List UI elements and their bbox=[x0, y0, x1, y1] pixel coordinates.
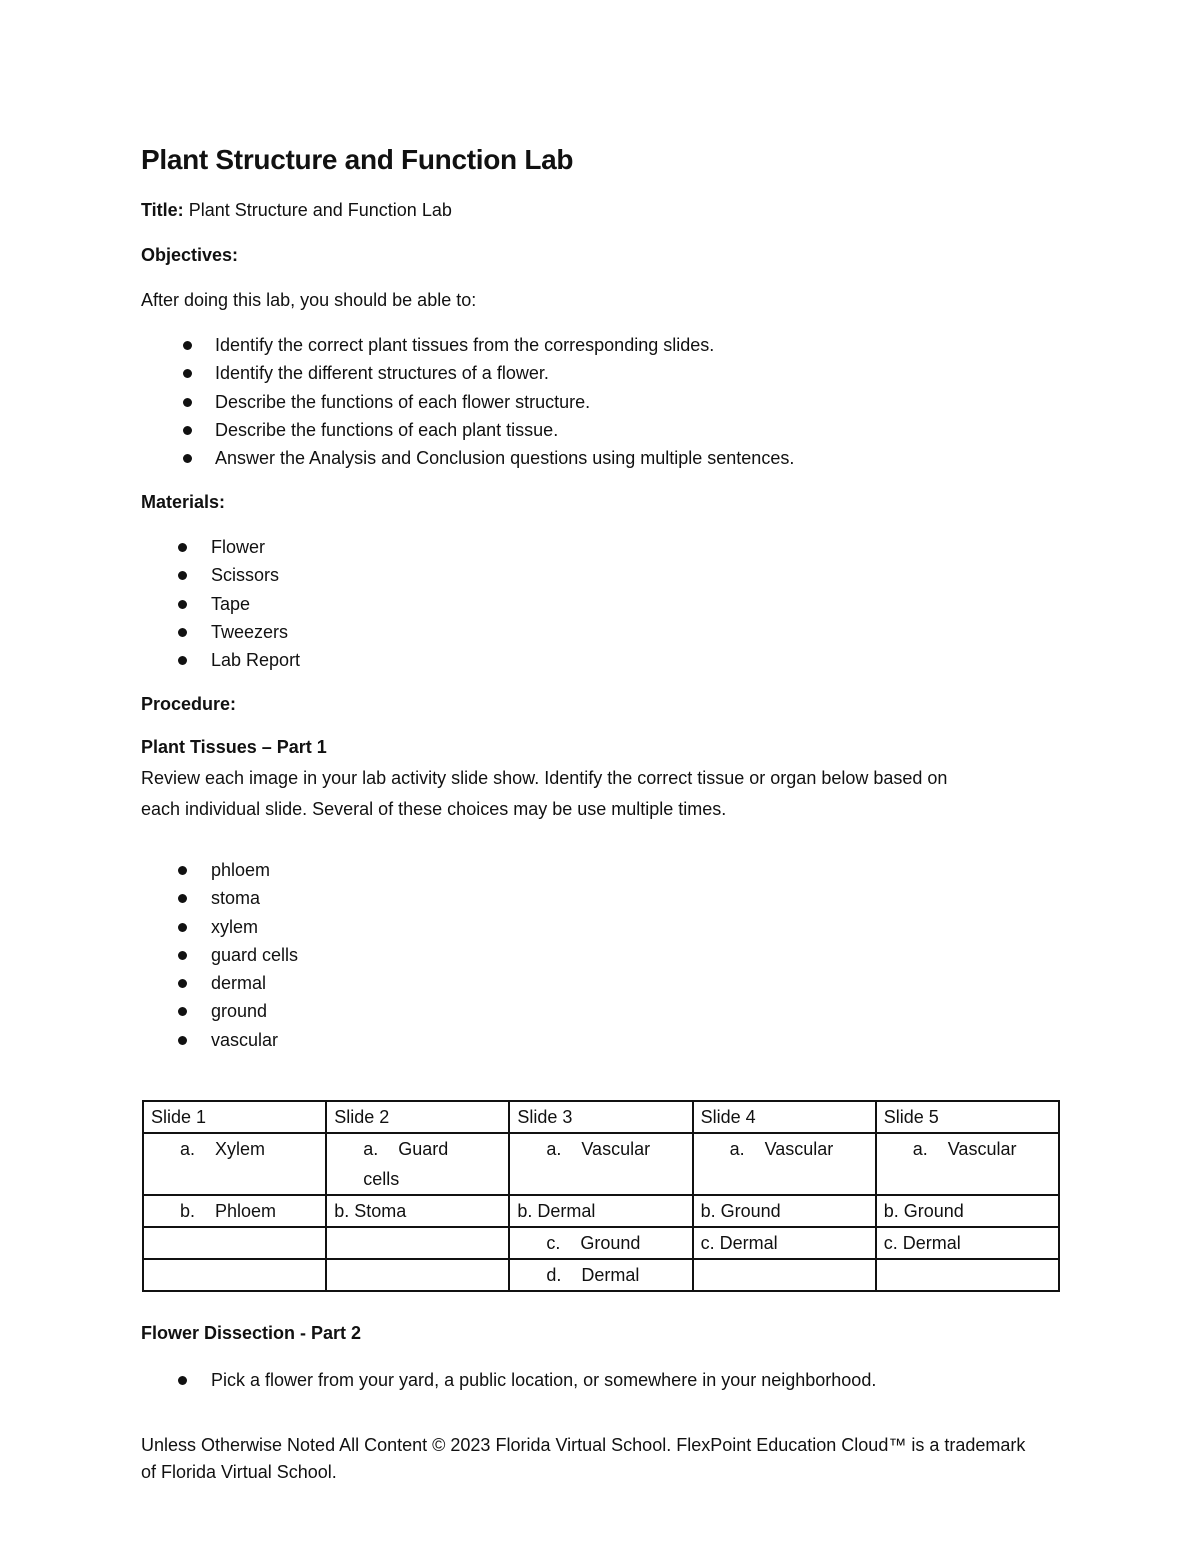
bullet-icon bbox=[178, 1376, 187, 1385]
bullet-icon bbox=[178, 656, 187, 665]
bullet-icon bbox=[178, 1007, 187, 1016]
title-label: Title: bbox=[141, 200, 184, 220]
table-cell: b. Phloem bbox=[143, 1195, 326, 1227]
table-header-cell: Slide 3 bbox=[509, 1101, 692, 1133]
list-item: Answer the Analysis and Conclusion questions using multiple sentences. bbox=[141, 444, 794, 472]
table-cell: a. Vascular bbox=[876, 1133, 1059, 1195]
list-item: Describe the functions of each flower structure. bbox=[141, 388, 794, 416]
table-cell: d. Dermal bbox=[509, 1259, 692, 1291]
table-header-cell: Slide 2 bbox=[326, 1101, 509, 1133]
title-value: Plant Structure and Function Lab bbox=[188, 200, 452, 220]
slides-table bbox=[142, 1100, 1060, 1292]
part1-text-line1: Review each image in your lab activity slide show. Identify the correct tissue or organ below based on bbox=[141, 768, 948, 788]
bullet-icon bbox=[178, 951, 187, 960]
objectives-label: Objectives: bbox=[141, 245, 239, 265]
procedure-label: Procedure: bbox=[141, 694, 237, 714]
bullet-icon bbox=[183, 426, 192, 435]
list-item: Lab Report bbox=[141, 646, 300, 674]
table-cell: a. Vascular bbox=[693, 1133, 876, 1195]
table-cell: b. Ground bbox=[876, 1195, 1059, 1227]
footer-copyright: Unless Otherwise Noted All Content © 2023 Florida Virtual School. FlexPoint Education Cloud™ is a trademark of Florida Virtual School. bbox=[141, 1435, 1026, 1482]
table-cell: a. Guard cells bbox=[326, 1133, 509, 1195]
table-cell: b. Dermal bbox=[509, 1195, 692, 1227]
table-cell: a. Xylem bbox=[143, 1133, 326, 1195]
part2-heading: Flower Dissection - Part 2 bbox=[141, 1323, 362, 1343]
list-item: Identify the correct plant tissues from the corresponding slides. bbox=[141, 331, 794, 359]
table-row bbox=[143, 1195, 1059, 1227]
table-cell: b. Stoma bbox=[326, 1195, 509, 1227]
list-item: Pick a flower from your yard, a public location, or somewhere in your neighborhood. bbox=[141, 1366, 876, 1394]
list-item: xylem bbox=[141, 913, 298, 941]
list-item: Identify the different structures of a flower. bbox=[141, 359, 794, 387]
table-cell bbox=[326, 1259, 509, 1291]
list-item: dermal bbox=[141, 969, 298, 997]
table-header-cell: Slide 5 bbox=[876, 1101, 1059, 1133]
table-header-cell: Slide 4 bbox=[693, 1101, 876, 1133]
table-cell bbox=[143, 1259, 326, 1291]
table-cell: c. Dermal bbox=[693, 1227, 876, 1259]
part2-list bbox=[141, 1366, 876, 1394]
list-item: Describe the functions of each plant tissue. bbox=[141, 416, 794, 444]
part1-text-line2: each individual slide. Several of these choices may be use multiple times. bbox=[141, 799, 727, 819]
table-cell bbox=[693, 1259, 876, 1291]
bullet-icon bbox=[178, 866, 187, 875]
bullet-icon bbox=[178, 600, 187, 609]
list-item: ground bbox=[141, 997, 298, 1025]
list-item: vascular bbox=[141, 1026, 298, 1054]
bullet-icon bbox=[178, 571, 187, 580]
list-item: Flower bbox=[141, 533, 300, 561]
bullet-icon bbox=[178, 923, 187, 932]
list-item: phloem bbox=[141, 856, 298, 884]
table-cell: b. Ground bbox=[693, 1195, 876, 1227]
bullet-icon bbox=[178, 543, 187, 552]
table-cell: c. Ground bbox=[509, 1227, 692, 1259]
table-header-row bbox=[143, 1101, 1059, 1133]
page-title: Plant Structure and Function Lab bbox=[141, 144, 574, 175]
bullet-icon bbox=[178, 894, 187, 903]
bullet-icon bbox=[183, 454, 192, 463]
bullet-icon bbox=[183, 341, 192, 350]
objectives-intro: After doing this lab, you should be able to: bbox=[141, 290, 477, 310]
list-item: stoma bbox=[141, 884, 298, 912]
table-row bbox=[143, 1259, 1059, 1291]
part1-heading: Plant Tissues – Part 1 bbox=[141, 737, 327, 757]
bullet-icon bbox=[178, 1036, 187, 1045]
table-cell bbox=[876, 1259, 1059, 1291]
materials-label: Materials: bbox=[141, 492, 226, 512]
tissue-choices-list bbox=[141, 856, 298, 1054]
bullet-icon bbox=[178, 979, 187, 988]
list-item: Scissors bbox=[141, 561, 300, 589]
list-item: Tweezers bbox=[141, 618, 300, 646]
list-item: guard cells bbox=[141, 941, 298, 969]
table-row bbox=[143, 1133, 1059, 1195]
table-cell bbox=[326, 1227, 509, 1259]
bullet-icon bbox=[183, 369, 192, 378]
table-row bbox=[143, 1227, 1059, 1259]
table-cell: c. Dermal bbox=[876, 1227, 1059, 1259]
table-cell: a. Vascular bbox=[509, 1133, 692, 1195]
bullet-icon bbox=[183, 398, 192, 407]
list-item: Tape bbox=[141, 590, 300, 618]
bullet-icon bbox=[178, 628, 187, 637]
table-cell bbox=[143, 1227, 326, 1259]
materials-list bbox=[141, 533, 300, 674]
objectives-list bbox=[141, 331, 794, 472]
table-header-cell: Slide 1 bbox=[143, 1101, 326, 1133]
title-line bbox=[141, 200, 452, 221]
